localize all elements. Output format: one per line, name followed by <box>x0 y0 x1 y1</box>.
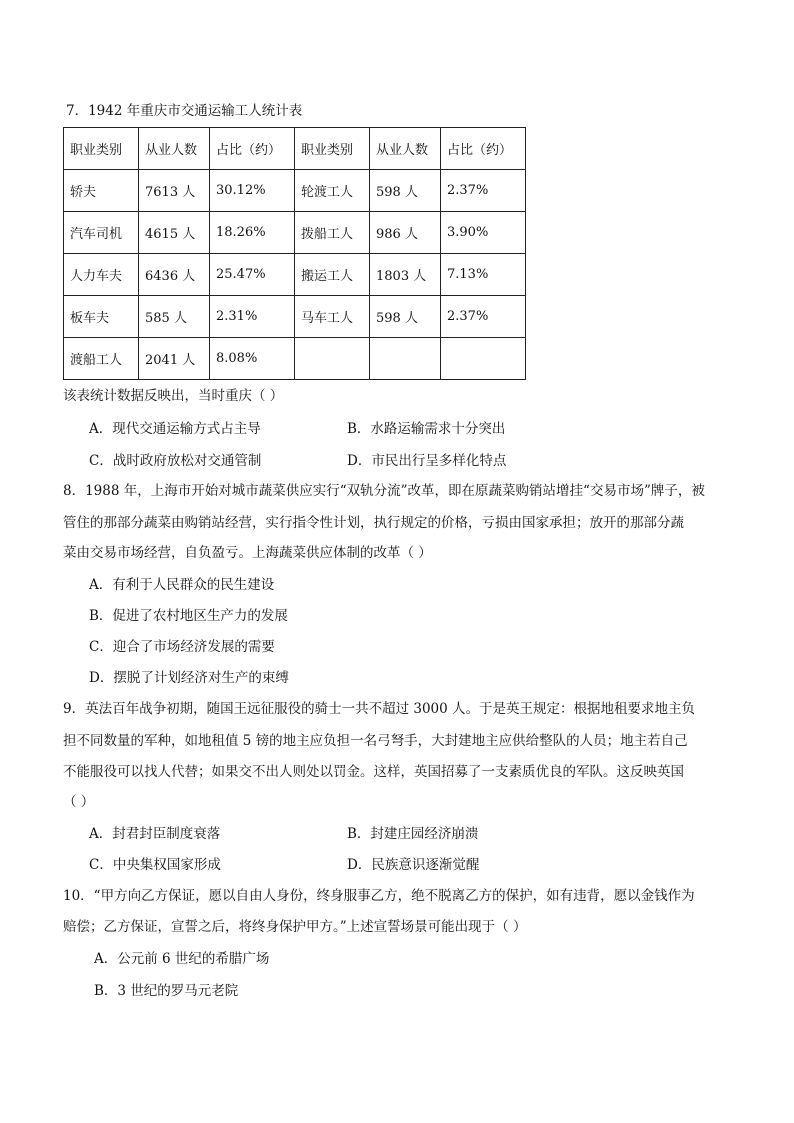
table-row <box>64 170 526 212</box>
q10-text-line: 10．“甲方向乙方保证，愿以自由人身份，终身服事乙方，绝不脱离乙方的保护，如有违背，愿以金钱作为 <box>63 888 695 904</box>
table-header-cell: 占比（约） <box>441 128 526 170</box>
q10-option-b: B．3 世纪的罗马元老院 <box>94 983 239 999</box>
table-row <box>64 296 526 338</box>
table-cell: 2.31% <box>210 296 295 338</box>
q9-option-c: C．中央集权国家形成 <box>89 857 221 873</box>
q8-option-a: A．有利于人民群众的民生建设 <box>89 577 275 593</box>
table-row <box>64 212 526 254</box>
q9-text-line: （ ） <box>63 794 95 810</box>
q9-option-a: A．封君封臣制度衰落 <box>89 826 221 842</box>
table-row <box>64 254 526 296</box>
table-cell: 986 人 <box>370 212 441 254</box>
table-cell: 汽车司机 <box>64 212 139 254</box>
table-cell: 2.37% <box>441 170 526 212</box>
table-cell: 7.13% <box>441 254 526 296</box>
q8-option-b: B．促进了农村地区生产力的发展 <box>89 608 288 624</box>
table-cell: 25.47% <box>210 254 295 296</box>
table-cell: 6436 人 <box>139 254 210 296</box>
table-header-row <box>64 128 526 170</box>
table-cell: 人力车夫 <box>64 254 139 296</box>
table-header-cell: 从业人数 <box>370 128 441 170</box>
q8-text-line: 管住的那部分蔬菜由购销站经营，实行指令性计划，执行规定的价格，亏损由国家承担；放开的那部分蔬 <box>63 515 684 531</box>
table-row <box>64 338 526 380</box>
table-cell: 板车夫 <box>64 296 139 338</box>
table-cell: 3.90% <box>441 212 526 254</box>
table-cell: 拨船工人 <box>295 212 370 254</box>
q7-option-c: C．战时政府放松对交通管制 <box>89 453 262 469</box>
table-cell: 渡船工人 <box>64 338 139 380</box>
table-cell: 8.08% <box>210 338 295 380</box>
table-cell <box>441 338 526 380</box>
table-cell <box>295 338 370 380</box>
q9-option-b: B．封建庄园经济崩溃 <box>347 826 479 842</box>
table-cell: 轮渡工人 <box>295 170 370 212</box>
q7-option-d: D．市民出行呈多样化特点 <box>347 453 507 469</box>
table-cell <box>370 338 441 380</box>
table-cell: 轿夫 <box>64 170 139 212</box>
q10-text-line: 赔偿；乙方保证，宣誓之后，将终身保护甲方。”上述宣誓场景可能出现于（ ） <box>63 919 527 935</box>
q7-title: 7．1942 年重庆市交通运输工人统计表 <box>66 103 303 119</box>
q10-option-a: A．公元前 6 世纪的希腊广场 <box>94 951 270 967</box>
transport-workers-table <box>63 127 526 380</box>
table-header-cell: 职业类别 <box>295 128 370 170</box>
q8-option-d: D．摆脱了计划经济对生产的束缚 <box>89 670 289 686</box>
q8-option-c: C．迎合了市场经济发展的需要 <box>89 639 275 655</box>
table-cell: 18.26% <box>210 212 295 254</box>
table-cell: 585 人 <box>139 296 210 338</box>
table-cell: 7613 人 <box>139 170 210 212</box>
table-cell: 搬运工人 <box>295 254 370 296</box>
q9-option-d: D．民族意识逐渐觉醒 <box>347 857 480 873</box>
table-cell: 30.12% <box>210 170 295 212</box>
q7-option-b: B．水路运输需求十分突出 <box>347 421 506 437</box>
table-cell: 1803 人 <box>370 254 441 296</box>
q9-text-line: 担不同数量的军种，如地租值 5 镑的地主应负担一名弓弩手，大封建地主应供给整队的人员；地主若自己 <box>63 733 688 749</box>
table-cell: 2041 人 <box>139 338 210 380</box>
q8-text-line: 菜由交易市场经营，自负盈亏。上海蔬菜供应体制的改革（ ） <box>63 545 432 561</box>
q9-text-line: 不能服役可以找人代替；如果交不出人则处以罚金。这样，英国招募了一支素质优良的军队。这反映英国 <box>63 764 684 780</box>
table-cell: 4615 人 <box>139 212 210 254</box>
q8-text-line: 8．1988 年，上海市开始对城市蔬菜供应实行“双轨分流”改革，即在原蔬菜购销站增挂“交易市场”牌子，被 <box>63 483 705 499</box>
table-cell: 598 人 <box>370 296 441 338</box>
q7-stem: 该表统计数据反映出，当时重庆（ ） <box>63 388 284 404</box>
table-cell: 2.37% <box>441 296 526 338</box>
q7-option-a: A．现代交通运输方式占主导 <box>89 421 261 437</box>
table-cell: 598 人 <box>370 170 441 212</box>
table-header-cell: 职业类别 <box>64 128 139 170</box>
table-header-cell: 占比（约） <box>210 128 295 170</box>
table-cell: 马车工人 <box>295 296 370 338</box>
table-header-cell: 从业人数 <box>139 128 210 170</box>
q9-text-line: 9．英法百年战争初期，随国王远征服役的骑士一共不超过 3000 人。于是英王规定：根据地租要求地主负 <box>63 701 696 717</box>
